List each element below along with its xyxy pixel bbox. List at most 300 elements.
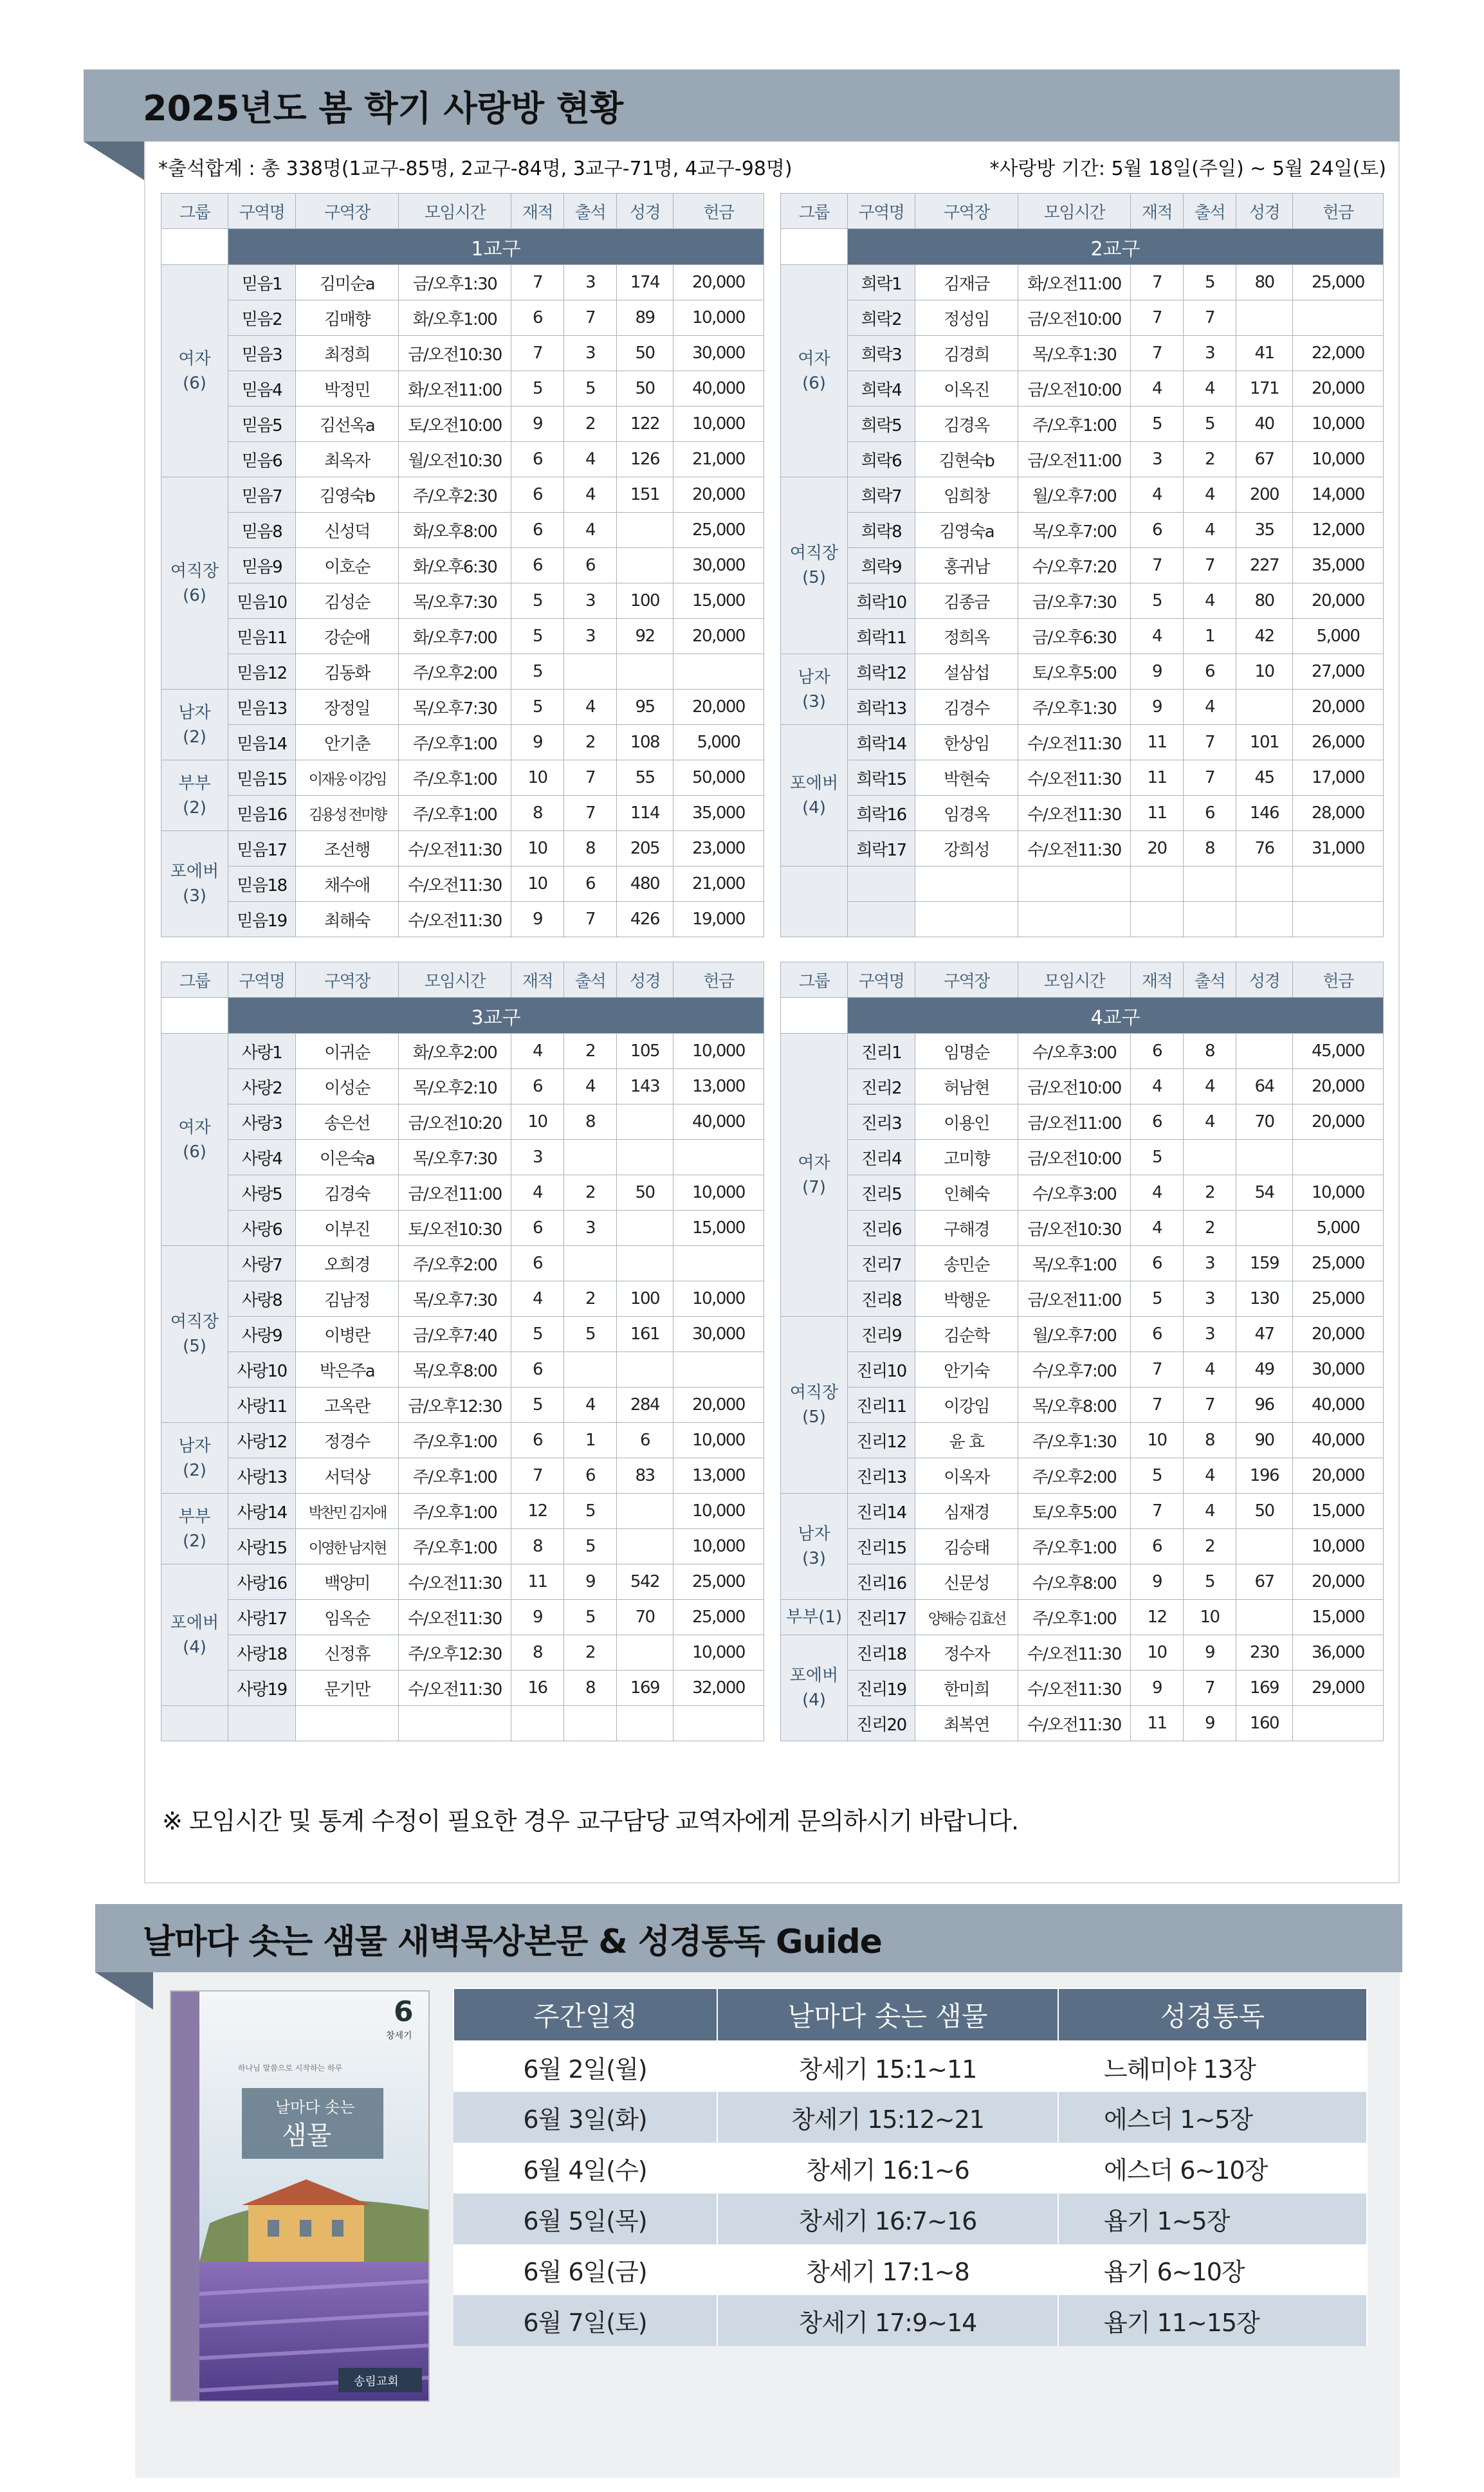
table-row (161, 902, 764, 937)
attendance-count: 5 (564, 1529, 617, 1564)
district-name: 믿음14 (228, 725, 296, 760)
attendance-summary: *출석합계 : 총 338명(1교구-85명, 2교구-84명, 3교구-71명, 4교구-98명) (158, 158, 792, 180)
column-header: 재적 (511, 194, 564, 229)
enrolled-count: 7 (1131, 265, 1184, 300)
bible-count (617, 1211, 673, 1246)
devotional-passage: 창세기 17:1~8 (717, 2244, 1058, 2295)
district-name: 믿음19 (228, 902, 296, 937)
guide-title: 날마다 솟는 샘물 새벽묵상본문 & 성경통독 Guide (143, 1922, 882, 1961)
leader-name: 최옥자 (296, 442, 399, 477)
attendance-count (1184, 866, 1236, 902)
bible-count: 159 (1236, 1246, 1293, 1281)
offering-amount: 20,000 (1293, 1458, 1384, 1494)
district-name: 희락3 (848, 336, 915, 371)
bible-count (617, 1706, 673, 1741)
offering-amount: 22,000 (1293, 336, 1384, 371)
attendance-count: 8 (1184, 1423, 1236, 1458)
district-name: 진리14 (848, 1494, 915, 1529)
leader-name: 허남현 (915, 1069, 1018, 1104)
table-row (781, 1529, 1384, 1564)
meeting-time: 주/오후2:00 (399, 654, 511, 690)
book-top-text: 하나님 말씀으로 시작하는 하루 (238, 2064, 343, 2073)
attendance-count: 4 (1184, 1069, 1236, 1104)
attendance-count (564, 1246, 617, 1281)
district-name: 사랑18 (228, 1635, 296, 1671)
offering-amount: 40,000 (1293, 1388, 1384, 1423)
bible-count (1236, 300, 1293, 336)
offering-amount: 30,000 (673, 336, 764, 371)
enrolled-count: 10 (511, 866, 564, 902)
attendance-count: 5 (1184, 407, 1236, 442)
table-row (161, 1175, 764, 1211)
leader-name: 최정희 (296, 336, 399, 371)
book-month: 6 (394, 1995, 414, 2028)
table-row (161, 442, 764, 477)
meeting-time: 수/오전11:30 (399, 1671, 511, 1706)
district-name: 사랑19 (228, 1671, 296, 1706)
meeting-time: 수/오전11:30 (399, 1600, 511, 1635)
table-row (781, 265, 1384, 300)
meeting-time: 금/오전11:00 (1018, 442, 1131, 477)
offering-amount: 15,000 (673, 583, 764, 619)
attendance-count: 6 (564, 1458, 617, 1494)
offering-amount: 31,000 (1293, 831, 1384, 866)
bible-count: 151 (617, 477, 673, 513)
reading-plan: 느헤미야 13장 (1058, 2041, 1367, 2092)
meeting-time: 목/오후2:10 (399, 1069, 511, 1104)
district-name: 진리18 (848, 1635, 915, 1671)
schedule-date: 6월 3일(화) (453, 2092, 717, 2143)
table-header-row (781, 194, 1384, 229)
table-row (161, 690, 764, 725)
group-label: 여직장 (5) (161, 1246, 228, 1423)
guide-row (453, 2041, 1367, 2092)
attendance-count: 2 (564, 1281, 617, 1317)
table-row (161, 1281, 764, 1317)
bible-count (617, 1635, 673, 1671)
offering-amount: 10,000 (673, 1034, 764, 1069)
leader-name: 임옥순 (296, 1600, 399, 1635)
table-row (781, 725, 1384, 760)
leader-name: 이부진 (296, 1211, 399, 1246)
meeting-time: 수/오전11:30 (1018, 760, 1131, 796)
offering-amount: 19,000 (673, 902, 764, 937)
guide-table (453, 1988, 1368, 2346)
attendance-count: 3 (564, 265, 617, 300)
enrolled-count: 6 (511, 300, 564, 336)
bible-count: 55 (617, 760, 673, 796)
bible-count: 40 (1236, 407, 1293, 442)
district-name: 믿음11 (228, 619, 296, 654)
meeting-time: 주/오후2:00 (1018, 1458, 1131, 1494)
leader-name: 오희경 (296, 1246, 399, 1281)
enrolled-count: 6 (511, 1352, 564, 1388)
meeting-time (1018, 866, 1131, 902)
leader-name: 김순학 (915, 1317, 1018, 1352)
district-name: 희락5 (848, 407, 915, 442)
leader-name: 인혜숙 (915, 1175, 1018, 1211)
district-name: 진리17 (848, 1600, 915, 1635)
group-label: 여직장 (6) (161, 477, 228, 690)
table-row (781, 902, 1384, 937)
enrolled-count: 9 (1131, 690, 1184, 725)
attendance-count: 4 (564, 1069, 617, 1104)
bible-count (1236, 690, 1293, 725)
attendance-count: 2 (564, 1034, 617, 1069)
bible-count: 100 (617, 583, 673, 619)
leader-name: 이용인 (915, 1104, 1018, 1140)
table-row (161, 1246, 764, 1281)
enrolled-count: 7 (1131, 1352, 1184, 1388)
offering-amount: 40,000 (673, 371, 764, 407)
district-name: 진리15 (848, 1529, 915, 1564)
bible-count (617, 1494, 673, 1529)
offering-amount: 10,000 (1293, 1175, 1384, 1211)
attendance-count: 3 (564, 1211, 617, 1246)
meeting-time: 목/오후8:00 (399, 1352, 511, 1388)
table-row (161, 1104, 764, 1140)
offering-amount: 20,000 (1293, 583, 1384, 619)
banner-fold (84, 142, 144, 180)
enrolled-count: 8 (511, 1529, 564, 1564)
attendance-count: 4 (1184, 513, 1236, 548)
offering-amount (1293, 866, 1384, 902)
enrolled-count: 11 (511, 1564, 564, 1600)
attendance-count: 7 (564, 760, 617, 796)
leader-name: 김남정 (296, 1281, 399, 1317)
meeting-time: 수/오전11:30 (1018, 1635, 1131, 1671)
offering-amount: 15,000 (1293, 1600, 1384, 1635)
leader-name: 강순애 (296, 619, 399, 654)
attendance-count: 7 (1184, 548, 1236, 583)
table-row (161, 1069, 764, 1104)
meeting-time: 수/오전11:30 (399, 831, 511, 866)
attendance-count: 4 (1184, 371, 1236, 407)
attendance-count: 4 (564, 1388, 617, 1423)
bible-count (1236, 1600, 1293, 1635)
enrolled-count (511, 1706, 564, 1741)
district-name: 진리19 (848, 1671, 915, 1706)
meeting-time: 수/오전11:30 (399, 866, 511, 902)
attendance-count: 2 (1184, 1175, 1236, 1211)
district-name (848, 866, 915, 902)
offering-amount: 10,000 (1293, 407, 1384, 442)
district-name: 사랑3 (228, 1104, 296, 1140)
attendance-count: 8 (564, 1671, 617, 1706)
leader-name: 문기만 (296, 1671, 399, 1706)
offering-amount: 30,000 (673, 548, 764, 583)
leader-name: 정경수 (296, 1423, 399, 1458)
group-label: 부부 (2) (161, 760, 228, 831)
attendance-count (564, 1352, 617, 1388)
bible-count (617, 1246, 673, 1281)
parish-bar-spacer (781, 229, 848, 265)
group-label (161, 1706, 228, 1741)
meeting-time: 금/오전11:00 (399, 1175, 511, 1211)
table-row (781, 1564, 1384, 1600)
meeting-time: 목/오후7:30 (399, 583, 511, 619)
offering-amount: 15,000 (673, 1211, 764, 1246)
bible-count: 100 (617, 1281, 673, 1317)
table-row (781, 1140, 1384, 1175)
meeting-time: 월/오전10:30 (399, 442, 511, 477)
devotional-passage: 창세기 15:12~21 (717, 2092, 1058, 2143)
table-row (781, 760, 1384, 796)
enrolled-count: 5 (511, 690, 564, 725)
enrolled-count: 11 (1131, 760, 1184, 796)
enrolled-count: 9 (1131, 1564, 1184, 1600)
district-name: 희락1 (848, 265, 915, 300)
meeting-time: 주/오후1:00 (399, 1529, 511, 1564)
bible-count: 92 (617, 619, 673, 654)
offering-amount: 10,000 (673, 1529, 764, 1564)
offering-amount: 20,000 (673, 265, 764, 300)
enrolled-count: 6 (1131, 1034, 1184, 1069)
enrolled-count: 7 (511, 1458, 564, 1494)
meeting-time: 화/오후1:00 (399, 300, 511, 336)
enrolled-count: 16 (511, 1671, 564, 1706)
column-header: 재적 (511, 962, 564, 998)
meeting-time: 금/오전10:00 (1018, 371, 1131, 407)
offering-amount: 10,000 (673, 300, 764, 336)
enrolled-count: 9 (511, 407, 564, 442)
attendance-count: 2 (564, 1635, 617, 1671)
enrolled-count: 7 (1131, 336, 1184, 371)
table-row (161, 265, 764, 300)
group-label: 부부(1) (781, 1600, 848, 1635)
offering-amount: 10,000 (673, 1423, 764, 1458)
district-name: 희락7 (848, 477, 915, 513)
group-label: 포에버 (4) (781, 1635, 848, 1741)
guide-row (453, 2295, 1367, 2346)
meeting-time: 수/오후3:00 (1018, 1034, 1131, 1069)
enrolled-count: 7 (1131, 300, 1184, 336)
offering-amount: 10,000 (673, 1175, 764, 1211)
district-name: 진리8 (848, 1281, 915, 1317)
district-name: 사랑4 (228, 1140, 296, 1175)
meeting-time: 수/오후7:00 (1018, 1352, 1131, 1388)
table-row (161, 1600, 764, 1635)
enrolled-count: 5 (511, 371, 564, 407)
attendance-count: 6 (564, 866, 617, 902)
meeting-time: 목/오후7:30 (399, 690, 511, 725)
table-row (781, 1600, 1384, 1635)
leader-name: 박찬민 김지애 (296, 1494, 399, 1529)
enrolled-count: 5 (1131, 583, 1184, 619)
attendance-count: 4 (1184, 1352, 1236, 1388)
parish-bar (161, 998, 764, 1034)
bible-count: 101 (1236, 725, 1293, 760)
bible-count: 171 (1236, 371, 1293, 407)
group-label: 여자 (6) (161, 1034, 228, 1246)
offering-amount: 25,000 (1293, 1281, 1384, 1317)
meeting-time: 화/오후2:00 (399, 1034, 511, 1069)
table-row (781, 513, 1384, 548)
offering-amount: 40,000 (673, 1104, 764, 1140)
attendance-count: 4 (564, 690, 617, 725)
enrolled-count: 11 (1131, 1706, 1184, 1741)
enrolled-count: 5 (511, 654, 564, 690)
table-row (161, 1034, 764, 1069)
district-name: 희락12 (848, 654, 915, 690)
bible-count: 146 (1236, 796, 1293, 831)
column-header: 헌금 (673, 962, 764, 998)
parish-bar (781, 229, 1384, 265)
bible-count: 169 (1236, 1671, 1293, 1706)
leader-name (296, 1706, 399, 1741)
bible-count: 67 (1236, 442, 1293, 477)
leader-name: 안기춘 (296, 725, 399, 760)
table-row (781, 336, 1384, 371)
district-name: 진리7 (848, 1246, 915, 1281)
guide-row (453, 2244, 1367, 2295)
leader-name: 이영한 남지현 (296, 1529, 399, 1564)
offering-amount (673, 1352, 764, 1388)
meeting-time: 토/오후5:00 (1018, 654, 1131, 690)
bible-count: 6 (617, 1423, 673, 1458)
district-name: 희락2 (848, 300, 915, 336)
bible-count (1236, 1529, 1293, 1564)
meeting-time: 금/오전10:30 (1018, 1211, 1131, 1246)
table-row (161, 796, 764, 831)
offering-amount (1293, 1706, 1384, 1741)
enrolled-count: 4 (1131, 1069, 1184, 1104)
table-row (161, 1529, 764, 1564)
offering-amount: 20,000 (1293, 1104, 1384, 1140)
group-label: 포에버 (4) (781, 725, 848, 866)
table-row (161, 654, 764, 690)
meeting-time: 월/오후7:00 (1018, 1317, 1131, 1352)
leader-name (915, 866, 1018, 902)
column-header: 재적 (1131, 194, 1184, 229)
enrolled-count: 6 (511, 442, 564, 477)
table-row (781, 300, 1384, 336)
offering-amount: 30,000 (1293, 1352, 1384, 1388)
column-header: 그룹 (161, 962, 228, 998)
bible-count: 80 (1236, 265, 1293, 300)
parish-bar (781, 998, 1384, 1034)
guide-header-schedule: 주간일정 (453, 1988, 717, 2041)
bible-count (1236, 1140, 1293, 1175)
group-label: 여자 (6) (161, 265, 228, 477)
attendance-count: 4 (564, 477, 617, 513)
attendance-count: 5 (564, 1600, 617, 1635)
meeting-time: 목/오후1:30 (1018, 336, 1131, 371)
attendance-count: 4 (1184, 1104, 1236, 1140)
attendance-count: 3 (1184, 336, 1236, 371)
meeting-time: 주/오후1:00 (399, 796, 511, 831)
enrolled-count: 10 (1131, 1423, 1184, 1458)
column-header: 헌금 (673, 194, 764, 229)
offering-amount: 10,000 (673, 1281, 764, 1317)
leader-name: 김재금 (915, 265, 1018, 300)
offering-amount: 20,000 (673, 477, 764, 513)
district-name: 사랑8 (228, 1281, 296, 1317)
attendance-count: 4 (1184, 1494, 1236, 1529)
enrolled-count: 6 (511, 548, 564, 583)
table-row (161, 619, 764, 654)
leader-name: 홍귀남 (915, 548, 1018, 583)
attendance-count: 7 (1184, 1388, 1236, 1423)
group-label: 남자 (3) (781, 654, 848, 725)
meeting-time: 금/오후1:30 (399, 265, 511, 300)
leader-name: 정희옥 (915, 619, 1018, 654)
parish-bar-spacer (161, 998, 228, 1034)
enrolled-count: 5 (511, 1317, 564, 1352)
meeting-time: 토/오전10:30 (399, 1211, 511, 1246)
table-row (161, 1317, 764, 1352)
table-row (161, 336, 764, 371)
district-name: 희락13 (848, 690, 915, 725)
leader-name (915, 902, 1018, 937)
group-label: 포에버 (4) (161, 1564, 228, 1706)
book-cover-art (171, 1992, 430, 2402)
offering-amount (1293, 1140, 1384, 1175)
meeting-time: 주/오후2:30 (399, 477, 511, 513)
bible-count: 227 (1236, 548, 1293, 583)
table-row (161, 725, 764, 760)
offering-amount: 23,000 (673, 831, 764, 866)
table-row (161, 831, 764, 866)
schedule-date: 6월 7일(토) (453, 2295, 717, 2346)
district-name: 사랑16 (228, 1564, 296, 1600)
guide-row (453, 2194, 1367, 2244)
enrolled-count: 6 (1131, 1104, 1184, 1140)
district-name: 믿음4 (228, 371, 296, 407)
meeting-time: 금/오후6:30 (1018, 619, 1131, 654)
column-header: 성경 (1236, 194, 1293, 229)
district-name: 희락16 (848, 796, 915, 831)
column-header: 성경 (617, 194, 673, 229)
meeting-time: 금/오후7:30 (1018, 583, 1131, 619)
meeting-time: 토/오후5:00 (1018, 1494, 1131, 1529)
meeting-time: 금/오후7:40 (399, 1317, 511, 1352)
attendance-count: 4 (564, 442, 617, 477)
leader-name: 이호순 (296, 548, 399, 583)
parish-table (780, 193, 1384, 937)
schedule-date: 6월 6일(금) (453, 2244, 717, 2295)
bible-count (617, 513, 673, 548)
attendance-count: 8 (564, 1104, 617, 1140)
column-header: 모임시간 (399, 194, 511, 229)
enrolled-count: 4 (511, 1034, 564, 1069)
enrolled-count: 6 (1131, 1317, 1184, 1352)
enrolled-count: 12 (511, 1494, 564, 1529)
offering-amount (673, 1246, 764, 1281)
table-header-row (781, 962, 1384, 998)
bible-count (617, 1140, 673, 1175)
group-label: 남자 (2) (161, 690, 228, 760)
leader-name: 임명순 (915, 1034, 1018, 1069)
meeting-time: 수/오전11:30 (1018, 1671, 1131, 1706)
bible-count: 95 (617, 690, 673, 725)
offering-amount: 10,000 (673, 1494, 764, 1529)
offering-amount: 20,000 (673, 619, 764, 654)
bible-count (617, 654, 673, 690)
offering-amount: 45,000 (1293, 1034, 1384, 1069)
period-text: *사랑방 기간: 5월 18일(주일) ~ 5월 24일(토) (989, 158, 1386, 180)
column-header: 출석 (564, 962, 617, 998)
enrolled-count: 10 (511, 1104, 564, 1140)
attendance-count (1184, 902, 1236, 937)
devotional-passage: 창세기 16:1~6 (717, 2143, 1058, 2194)
guide-row (453, 2092, 1367, 2143)
book-name: 창세기 (386, 2031, 412, 2041)
enrolled-count: 12 (1131, 1600, 1184, 1635)
meeting-time: 주/오후1:00 (399, 1494, 511, 1529)
column-header: 모임시간 (1018, 194, 1131, 229)
enrolled-count: 11 (1131, 796, 1184, 831)
